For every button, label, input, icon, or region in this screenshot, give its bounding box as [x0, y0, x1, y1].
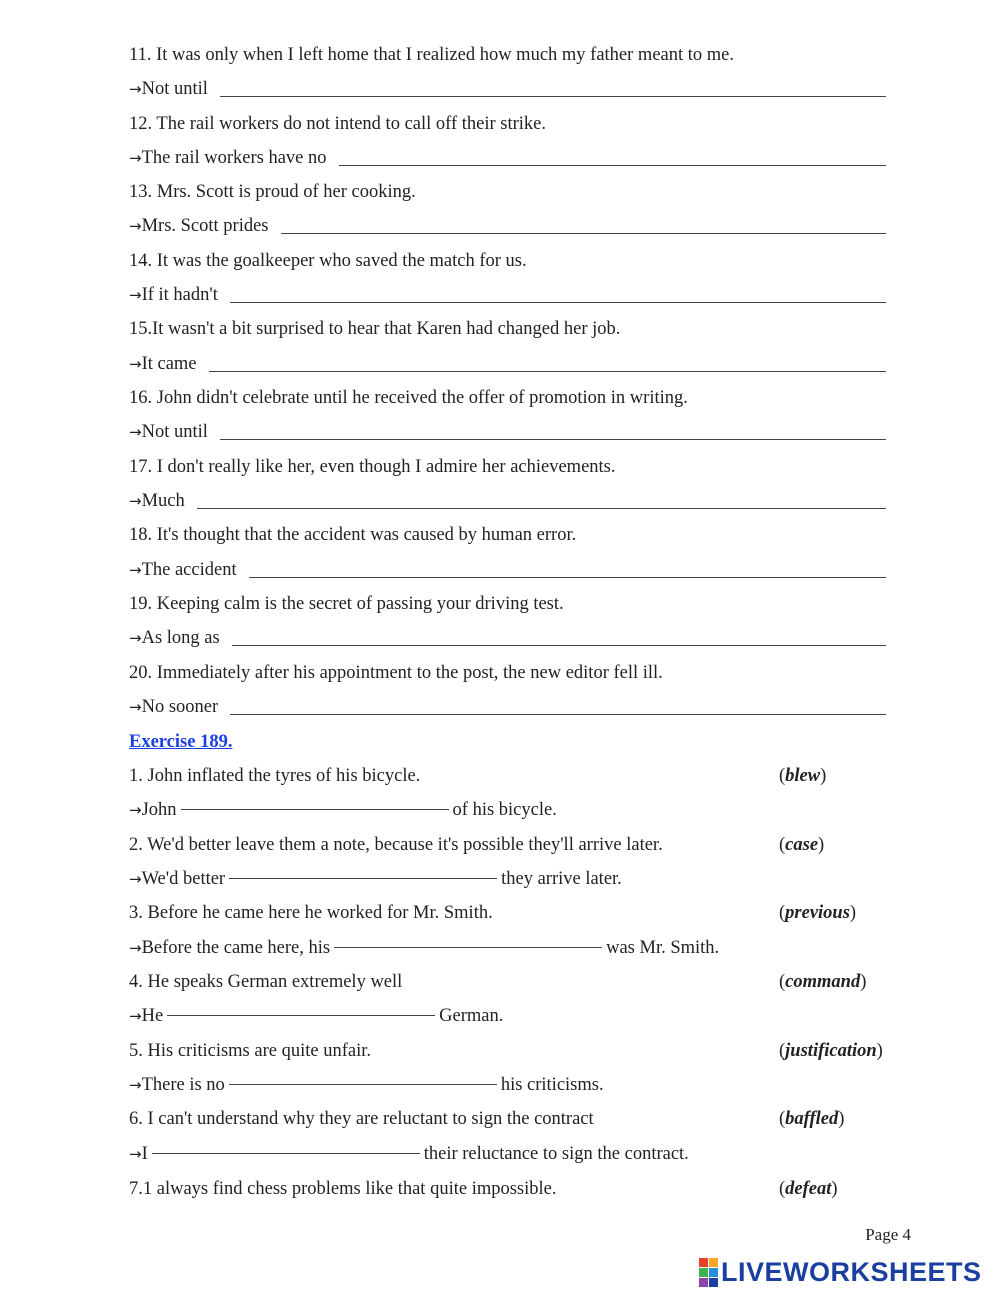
ex189-answer-2: → We'd better they arrive later. — [129, 862, 886, 896]
logo-block — [709, 1258, 718, 1267]
question-16: 16. John didn't celebrate until he received the offer of promotion in writing. — [129, 388, 688, 408]
answer-blank[interactable] — [230, 302, 886, 303]
answer-blank[interactable] — [197, 508, 886, 509]
arrow-icon: → — [129, 629, 142, 647]
answer-line-13[interactable]: →Mrs. Scott prides — [129, 209, 886, 243]
answer-blank[interactable] — [339, 165, 886, 166]
ex189-answer-4: → He German. — [129, 999, 886, 1033]
logo-block — [699, 1258, 708, 1267]
logo-blocks-icon — [699, 1258, 718, 1287]
arrow-icon: → — [129, 698, 142, 716]
keyword-cue: (command) — [779, 972, 867, 992]
answer-line-18[interactable]: →The accident — [129, 553, 886, 587]
ex189-answer-1: → John of his bicycle. — [129, 793, 886, 827]
answer-blank[interactable] — [230, 714, 886, 715]
page-number: Page 4 — [865, 1225, 911, 1244]
arrow-icon: → — [129, 1145, 142, 1163]
arrow-icon: → — [129, 939, 142, 957]
answer-blank[interactable] — [334, 946, 602, 948]
answer-blank[interactable] — [220, 96, 886, 97]
answer-line-20[interactable]: →No sooner — [129, 690, 886, 724]
answer-blank[interactable] — [281, 233, 886, 234]
arrow-icon: → — [129, 355, 142, 373]
answer-line-12[interactable]: →The rail workers have no — [129, 141, 886, 175]
answer-line-15[interactable]: →It came — [129, 347, 886, 381]
arrow-icon: → — [129, 423, 142, 441]
question-17: 17. I don't really like her, even though I admire her achievements. — [129, 457, 616, 477]
answer-blank[interactable] — [249, 577, 886, 578]
arrow-icon: → — [129, 561, 142, 579]
arrow-icon: → — [129, 80, 142, 98]
ex189-question-3: 3. Before he came here he worked for Mr. Smith. — [129, 903, 493, 923]
arrow-icon: → — [129, 801, 142, 819]
ex189-question-5: 5. His criticisms are quite unfair. — [129, 1041, 371, 1061]
question-20: 20. Immediately after his appointment to the post, the new editor fell ill. — [129, 663, 663, 683]
answer-blank[interactable] — [229, 877, 497, 879]
arrow-icon: → — [129, 492, 142, 510]
answer-blank[interactable] — [152, 1152, 420, 1154]
ex189-question-1: 1. John inflated the tyres of his bicycle. — [129, 766, 421, 786]
answer-line-17[interactable]: →Much — [129, 484, 886, 518]
question-18: 18. It's thought that the accident was caused by human error. — [129, 525, 577, 545]
ex189-answer-6: → I their reluctance to sign the contract. — [129, 1137, 886, 1171]
answer-blank[interactable] — [229, 1083, 497, 1085]
ex189-question-6: 6. I can't understand why they are reluctant to sign the contract — [129, 1109, 594, 1129]
question-15: 15.It wasn't a bit surprised to hear that Karen had changed her job. — [129, 319, 621, 339]
keyword-cue: (baffled) — [779, 1109, 845, 1129]
logo-block — [709, 1268, 718, 1277]
answer-line-16[interactable]: →Not until — [129, 415, 886, 449]
arrow-icon: → — [129, 1007, 142, 1025]
answer-blank[interactable] — [220, 439, 886, 440]
brand-name: LIVEWORKSHEETS — [721, 1256, 982, 1287]
question-13: 13. Mrs. Scott is proud of her cooking. — [129, 182, 416, 202]
ex189-answer-3: → Before the came here, his was Mr. Smith. — [129, 931, 886, 965]
logo-block — [709, 1278, 718, 1287]
answer-line-11[interactable]: →Not until — [129, 72, 886, 106]
ex189-question-4: 4. He speaks German extremely well — [129, 972, 403, 992]
keyword-cue: (justification) — [779, 1041, 883, 1061]
answer-line-14[interactable]: →If it hadn't — [129, 278, 886, 312]
arrow-icon: → — [129, 870, 142, 888]
keyword-cue: (defeat) — [779, 1179, 838, 1199]
ex189-question-2: 2. We'd better leave them a note, because it's possible they'll arrive later. — [129, 835, 663, 855]
question-12: 12. The rail workers do not intend to call off their strike. — [129, 114, 547, 134]
question-19: 19. Keeping calm is the secret of passing your driving test. — [129, 594, 564, 614]
keyword-cue: (previous) — [779, 903, 857, 923]
question-11: 11. It was only when I left home that I realized how much my father meant to me. — [129, 45, 734, 65]
keyword-cue: (case) — [779, 835, 825, 855]
ex189-question-7: 7.1 always find chess problems like that quite impossible. — [129, 1179, 557, 1199]
answer-blank[interactable] — [232, 645, 886, 646]
answer-line-19[interactable]: →As long as — [129, 621, 886, 655]
arrow-icon: → — [129, 286, 142, 304]
ex189-answer-5: → There is no his criticisms. — [129, 1068, 886, 1102]
answer-blank[interactable] — [181, 808, 449, 810]
answer-blank[interactable] — [209, 371, 886, 372]
logo-block — [699, 1278, 708, 1287]
arrow-icon: → — [129, 1076, 142, 1094]
arrow-icon: → — [129, 149, 142, 167]
keyword-cue: (blew) — [779, 766, 827, 786]
exercise-heading[interactable]: Exercise 189. — [129, 732, 233, 752]
question-14: 14. It was the goalkeeper who saved the match for us. — [129, 251, 527, 271]
liveworksheets-logo[interactable] — [699, 1258, 982, 1286]
answer-blank[interactable] — [167, 1014, 435, 1016]
arrow-icon: → — [129, 217, 142, 235]
logo-block — [699, 1268, 708, 1277]
